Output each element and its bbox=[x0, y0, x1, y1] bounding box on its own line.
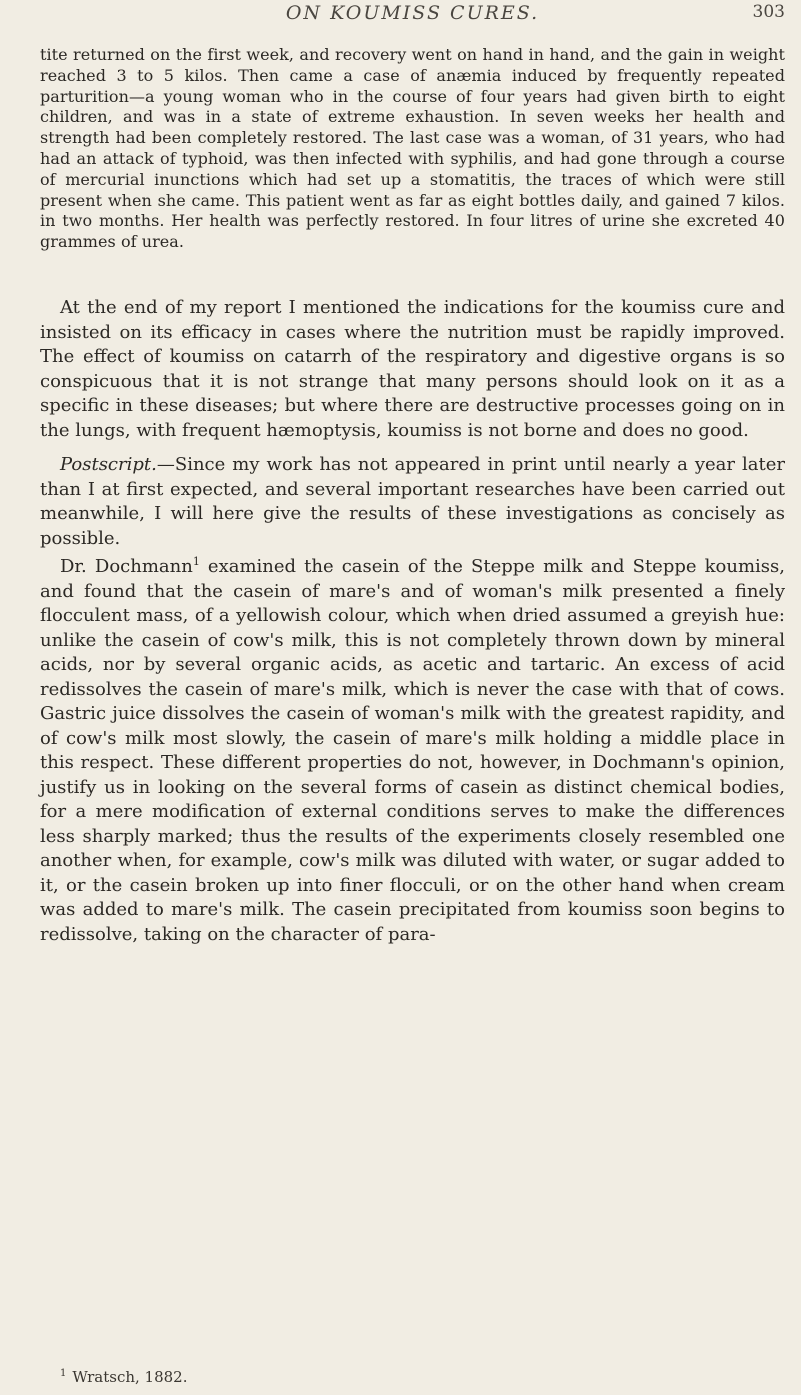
postscript-label: Postscript. bbox=[60, 454, 157, 475]
running-title: ON KOUMISS CURES. bbox=[285, 2, 540, 24]
dochmann-name: Dr. Dochmann bbox=[60, 556, 193, 577]
paragraph-case-continuation: tite returned on the first week, and recovery went on hand in hand, and the gain in weight reached 3 to 5 kilos. Then came a case of anæmia induced by frequently repeated parturition—a young woman who in the course of four years had given birth to eight children, and was in a state of extreme exhaustion. In seven weeks her health and strength had been completely restored. The last case was a woman, of 31 years, who had had an attack of typhoid, was then infected with syphilis, and had gone through a course of mercurial inunctions which had set up a stomatitis, the traces of which were still present when she came. This patient went as far as eight bottles daily, and gained 7 kilos. in two months. Her health was perfectly restored. In four litres of urine she excreted 40 grammes of urea. bbox=[40, 45, 785, 252]
paragraph-report-end: At the end of my report I mentioned the indications for the koumiss cure and insisted on its efficacy in cases where the nutrition must be rapidly improved. The effect of koumiss on catarrh of the respiratory and digestive organs is so conspicuous that it is not strange that many persons should look on it as a specific in these diseases; but where there are destructive processes going on in the lungs, with frequent hæmoptysis, koumiss is not borne and does no good. bbox=[40, 297, 785, 441]
page-number: 303 bbox=[752, 2, 785, 22]
paragraph-postscript bbox=[40, 453, 785, 551]
paragraph-dochmann bbox=[40, 555, 785, 947]
footnote bbox=[60, 1368, 188, 1386]
running-head bbox=[40, 2, 785, 24]
dochmann-text: examined the casein of the Steppe milk and Steppe koumiss, and found that the casein of mare's and of woman's milk presented a finely flocculent mass, of a yellowish colour, which when dried assumed a greyish hue: unlike the casein of cow's milk, this is not completely thrown down by mineral acids, nor by several organic acids, as acetic and tartaric. An excess of acid redissolves the casein of mare's milk, which is never the case with that of cows. Gastric juice dissolves the casein of woman's milk with the greatest rapidity, and of cow's milk most slowly, the casein of mare's milk holding a middle place in this respect. These different properties do not, however, in Dochmann's opinion, justify us in looking on the several forms of casein as distinct chemical bodies, for a mere modification of external conditions serves to make the differences less sharply marked; thus the results of the experiments closely resembled one another when, for example, cow's milk was diluted with water, or sugar added to it, or the casein broken up into finer flocculi, or on the other hand when cream was added to mare's milk. The casein precipitated from koumiss soon begins to redissolve, taking on the character of para- bbox=[40, 556, 785, 945]
footnote-mark: 1 bbox=[60, 1368, 67, 1379]
postscript-text: —Since my work has not appeared in print until nearly a year later than I at first expected, and several important researches have been carried out meanwhile, I will here give the results of these investigations as concisely as possible. bbox=[40, 454, 785, 549]
footnote-reference[interactable]: 1 bbox=[192, 555, 200, 568]
footnote-text: Wratsch, 1882. bbox=[72, 1368, 188, 1386]
